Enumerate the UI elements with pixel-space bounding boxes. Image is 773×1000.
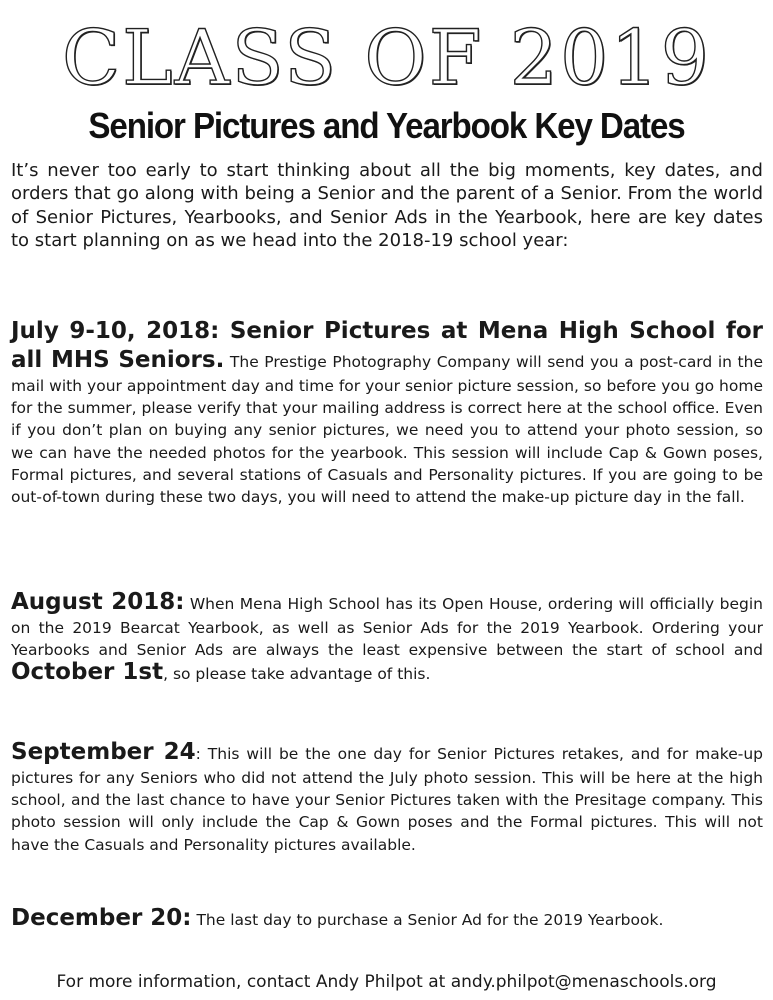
page-title: CLASS OF 2019 — [61, 13, 712, 102]
section-lead: July 9-10, 2018: Senior Pictures at Mena High School for all MHS Seniors. — [11, 318, 763, 373]
section-body-after: , so please take advantage of this. — [163, 665, 431, 684]
section-emphasis: October 1st — [11, 659, 164, 686]
section-july — [11, 317, 763, 508]
section-september — [11, 738, 763, 856]
page-subtitle: Senior Pictures and Yearbook Key Dates — [88, 105, 685, 146]
section-body: The Prestige Photography Company will send you a post-card in the mail with your appointment day and time for your senior picture session, so before you go home for the summer, please verify that your mailing address is correct here at the school office. Even if you don’t plan on buying any senior pictures, we need you to attend your photo session, so we can have the needed photos for the yearbook. This session will include Cap & Gown poses, Formal pictures, and several stations of Casuals and Personality pictures. If you are going to be out-of-town during these two days, you will need to attend the make-up picture day in the fall. — [11, 353, 763, 507]
section-august — [11, 588, 763, 686]
section-body: The last day to purchase a Senior Ad for the 2019 Yearbook. — [191, 911, 664, 929]
section-lead: December 20: — [11, 905, 192, 931]
intro-paragraph: It’s never too early to start thinking about all the big moments, key dates, and orders that go along with being a Senior and the parent of a Senior. From the world of Senior Pictures, Yearbooks, and Senior Ads in the Yearbook, here are key dates to start planning on as we head into the 2018-19 school year: — [11, 160, 763, 252]
section-december — [11, 904, 763, 933]
contact-footer: For more information, contact Andy Philpot at andy.philpot@menaschools.org — [56, 972, 717, 992]
section-lead: August 2018: — [11, 589, 185, 615]
section-body: When Mena High School has its Open House, ordering will officially begin on the 2019 Bearcat Yearbook, as well as Senior Ads for the 2019 Yearbook. Ordering your Yearbooks and Senior Ads are always the least expensive between the start of school and — [11, 595, 763, 660]
section-lead: September 24 — [11, 739, 196, 765]
section-body: : This will be the one day for Senior Pictures retakes, and for make-up pictures for any Seniors who did not attend the July photo session. This will be here at the high school, and the last chance to have your Senior Pictures taken with the Presitage company. This photo session will only include the Cap & Gown poses and the Formal pictures. This will not have the Casuals and Personality pictures available. — [11, 745, 763, 854]
